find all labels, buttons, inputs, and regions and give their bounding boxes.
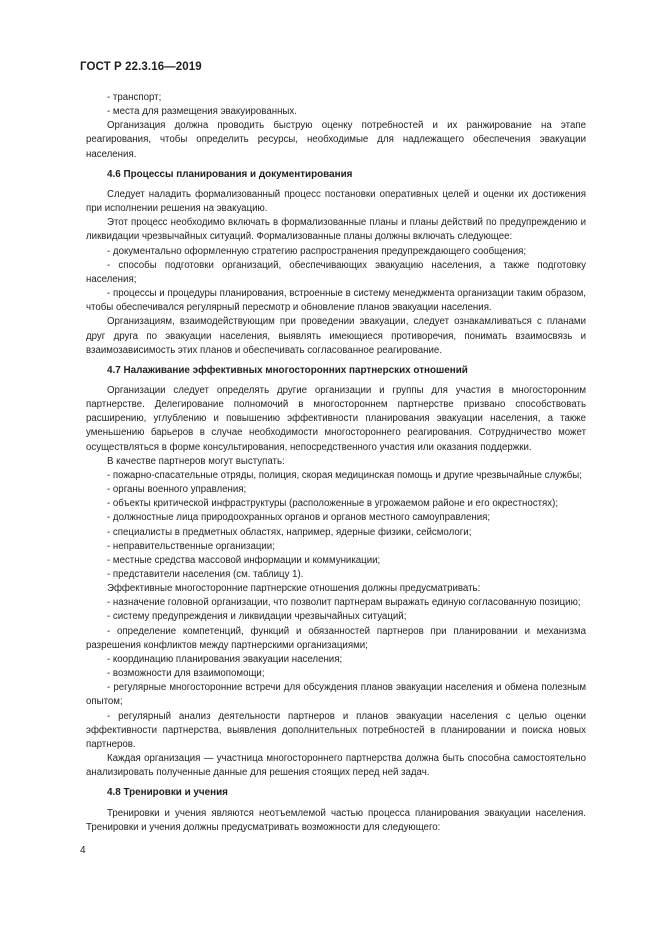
page-number: 4 xyxy=(80,845,86,856)
document-body xyxy=(86,91,586,835)
paragraph: Этот процесс необходимо включать в формализованные планы и планы действий по предупреждению и ликвидации чрезвычайных ситуаций. Формализованные планы должны включать следующее: xyxy=(86,217,586,243)
paragraph: Каждая организация — участница многостороннего партнерства должна быть способна самостоятельно анализировать полученные данные для решения стоящих перед ней задач. xyxy=(86,753,586,779)
list-item: - должностные лица природоохранных органов и органов местного самоуправления; xyxy=(107,512,491,524)
section-heading-4-7: 4.7 Налаживание эффективных многосторонних партнерских отношений xyxy=(107,364,468,376)
list-item: - документально оформленную стратегию распространения предупреждающего сообщения; xyxy=(107,245,527,257)
paragraph: Организация должна проводить быструю оценку потребностей и их ранжирование на этапе реагирования, чтобы определить ресурсы, необходимые для надлежащего обеспечения эвакуации населения. xyxy=(86,120,586,160)
list-item: - органы военного управления; xyxy=(107,484,247,496)
section-heading-4-8: 4.8 Тренировки и учения xyxy=(107,787,228,799)
list-item: - объекты критической инфраструктуры (расположенные в угрожаемом районе и его окрестностях); xyxy=(107,498,559,510)
list-item: - специалисты в предметных областях, например, ядерные физики, сейсмологи; xyxy=(107,526,472,538)
list-item: - процессы и процедуры планирования, встроенные в систему менеджмента организации таким образом, чтобы обеспечивался регулярный пересмотр и обновление планов эвакуации населения. xyxy=(86,288,586,314)
list-item: - пожарно-спасательные отряды, полиция, скорая медицинская помощь и другие чрезвычайные службы; xyxy=(107,469,582,481)
paragraph: Организации следует определять другие организации и группы для участия в многосторонним партнерстве. Делегирование полномочий в многостороннем партнерстве призвано способствовать расширению, углублению и повышению эффективности планирования эвакуации населения, а также уменьшению барьеров в случае необходимости многостороннего реагирования. Сотрудничество может осуществляться в форме консультирования, непосредственного участия или оказания поддержки. xyxy=(86,384,586,453)
list-item: - определение компетенций, функций и обязанностей партнеров при планировании и механизма разрешения конфликтов между партнерскими организациями; xyxy=(86,625,586,651)
list-item: - представители населения (см. таблицу 1). xyxy=(107,569,304,580)
list-item: - регулярные многосторонние встречи для обсуждения планов эвакуации населения и обмена полезным опытом; xyxy=(86,682,586,708)
list-item: - систему предупреждения и ликвидации чрезвычайных ситуаций; xyxy=(107,611,407,623)
paragraph: В качестве партнеров могут выступать: xyxy=(107,455,285,467)
section-heading-4-6: 4.6 Процессы планирования и документирования xyxy=(107,168,353,180)
list-item: - координацию планирования эвакуации населения; xyxy=(107,653,343,665)
paragraph: Тренировки и учения являются неотъемлемой частью процесса планирования эвакуации населения. Тренировки и учения должны предусматривать возможности для следующего: xyxy=(86,807,586,833)
list-item: - неправительственные организации; xyxy=(107,540,275,552)
paragraph: Эффективные многосторонние партнерские отношения должны предусматривать: xyxy=(107,583,481,595)
list-item: - транспорт; xyxy=(107,92,162,103)
list-item: - регулярный анализ деятельности партнеров и планов эвакуации населения с целью оценки эффективности партнерства, выявления дополнительных потребностей в планировании и поиска новых партнеров. xyxy=(86,710,586,750)
list-item: - возможности для взаимопомощи; xyxy=(107,668,265,680)
paragraph: Следует наладить формализованный процесс постановки оперативных целей и оценки их достижения при исполнении решения на эвакуацию. xyxy=(86,188,586,215)
paragraph: Организациям, взаимодействующим при проведении эвакуации, следует ознакамливаться с планами друг друга по эвакуации населения, выявлять имеющиеся противоречия, понимать взаимосвязь и взаимозависимость этих планов и обеспечивать согласованное реагирование. xyxy=(86,316,586,356)
list-item: - места для размещения эвакуированных. xyxy=(107,106,297,118)
document-header: ГОСТ Р 22.3.16—2019 xyxy=(80,61,202,73)
list-item: - назначение головной организации, что позволит партнерам выражать единую согласованную позицию; xyxy=(107,597,581,609)
list-item: - способы подготовки организаций, обеспечивающих эвакуацию населения, а также подготовку населения; xyxy=(86,259,586,285)
list-item: - местные средства массовой информации и коммуникации; xyxy=(107,554,381,566)
